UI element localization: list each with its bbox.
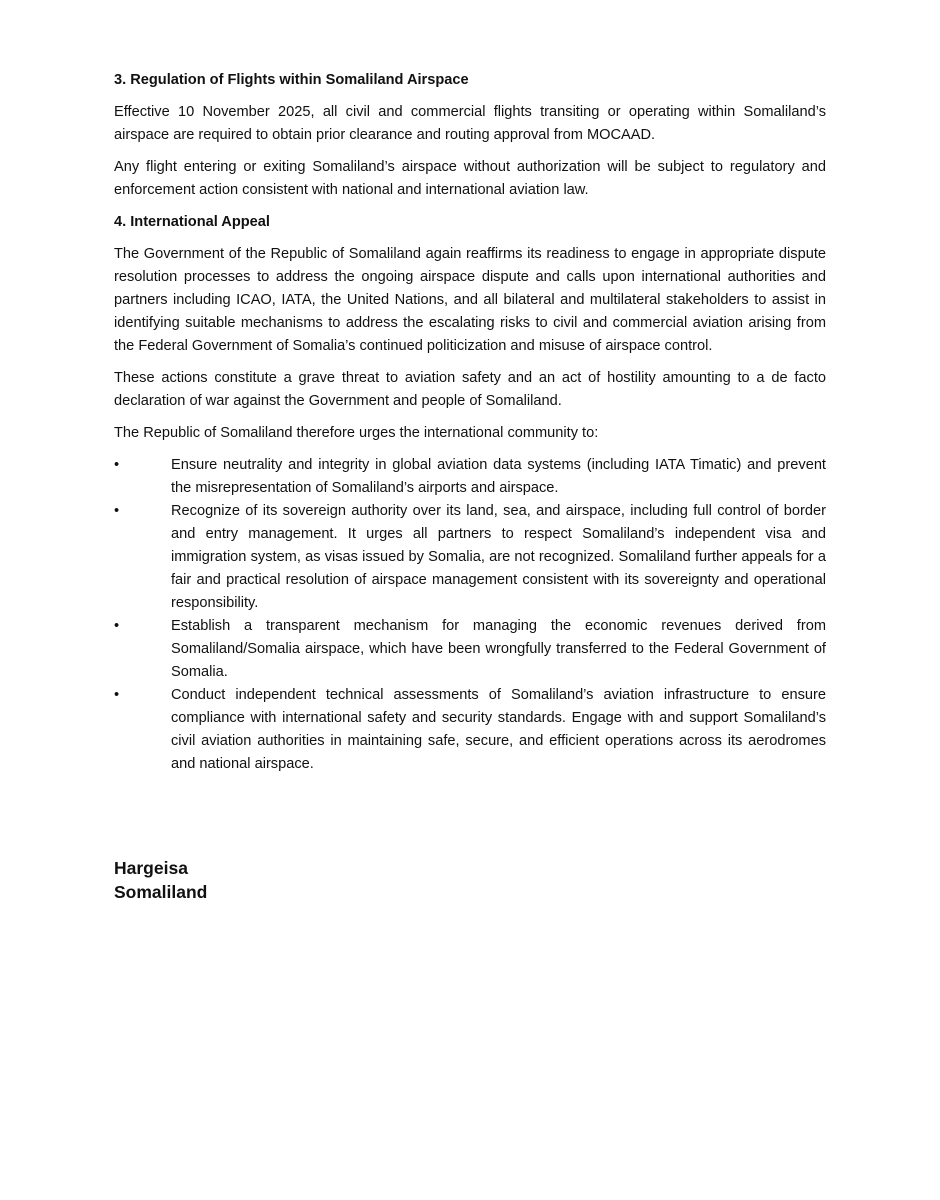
bullet-icon: • <box>114 457 120 473</box>
list-item <box>114 454 826 500</box>
signature-block <box>114 856 207 904</box>
list-item-text: Recognize of its sovereign authority over its land, sea, and airspace, including full control of border and entry management. It urges all partners to respect Somaliland’s independent visa and immigration system, as visas issued by Somalia, are not recognized. Somaliland further appeals for a fair and practical resolution of airspace management consistent with its sovereignty and operational responsibility. <box>171 503 826 611</box>
list-item <box>114 684 826 776</box>
bullet-icon: • <box>114 503 120 519</box>
signature-city: Hargeisa <box>114 858 188 878</box>
appeal-bullet-list <box>114 454 826 776</box>
paragraph: The Republic of Somaliland therefore urges the international community to: <box>114 425 599 441</box>
paragraph: Any flight entering or exiting Somaliland’s airspace without authorization will be subject to regulatory and enforcement action consistent with national and international aviation law. <box>114 159 826 198</box>
document-body <box>114 69 826 776</box>
list-item-text: Conduct independent technical assessments of Somaliland’s aviation infrastructure to ensure compliance with international safety and security standards. Engage with and support Somaliland’s civil aviation authorities in maintaining safe, secure, and efficient operations across its aerodromes and national airspace. <box>171 687 826 772</box>
signature-country: Somaliland <box>114 882 208 902</box>
paragraph: These actions constitute a grave threat to aviation safety and an act of hostility amounting to a de facto declaration of war against the Government and people of Somaliland. <box>114 370 826 409</box>
list-item <box>114 500 826 615</box>
list-item-text: Establish a transparent mechanism for managing the economic revenues derived from Somaliland/Somalia airspace, which have been wrongfully transferred to the Federal Government of Somalia. <box>171 618 826 680</box>
list-item-text: Ensure neutrality and integrity in global aviation data systems (including IATA Timatic) and prevent the misrepresentation of Somaliland’s airports and airspace. <box>171 457 826 496</box>
section-heading-international-appeal: 4. International Appeal <box>114 214 270 230</box>
paragraph: Effective 10 November 2025, all civil and commercial flights transiting or operating within Somaliland’s airspace are required to obtain prior clearance and routing approval from MOCAAD. <box>114 104 826 143</box>
paragraph: The Government of the Republic of Somaliland again reaffirms its readiness to engage in appropriate dispute resolution processes to address the ongoing airspace dispute and calls upon international authorities and partners including ICAO, IATA, the United Nations, and all bilateral and multilateral stakeholders to assist in identifying suitable mechanisms to address the escalating risks to civil and commercial aviation arising from the Federal Government of Somalia’s continued politicization and misuse of airspace control. <box>114 246 826 354</box>
list-item <box>114 615 826 684</box>
bullet-icon: • <box>114 618 120 634</box>
section-heading-flight-regulation: 3. Regulation of Flights within Somaliland Airspace <box>114 72 469 88</box>
bullet-icon: • <box>114 687 120 703</box>
